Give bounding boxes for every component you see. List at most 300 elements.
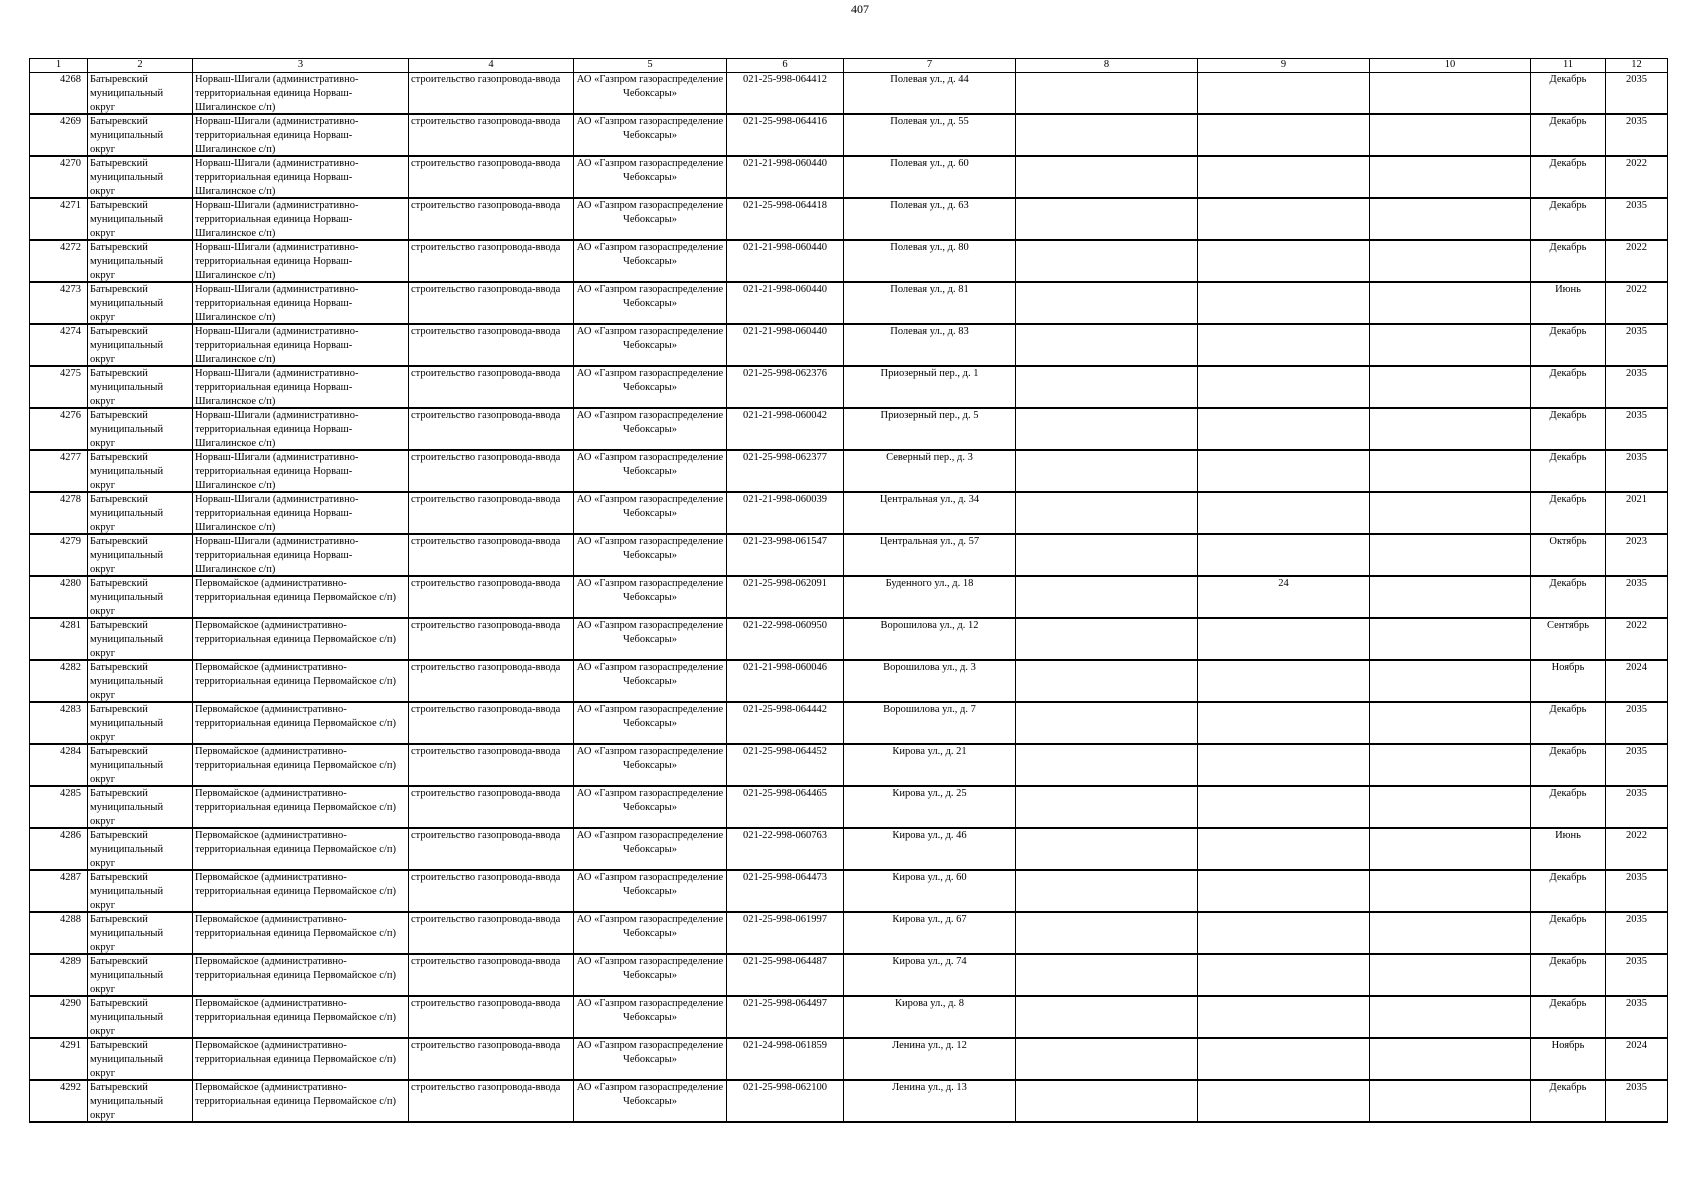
row-number-text: 4287 [60, 872, 81, 883]
year-text: 2024 [1626, 1040, 1647, 1051]
cell-settlement [193, 240, 409, 282]
cell-column-9 [1198, 114, 1370, 156]
cell-month [1531, 534, 1606, 576]
column-10-text [1372, 73, 1528, 113]
cell-address [844, 1038, 1016, 1080]
cell-row-number [30, 492, 88, 534]
cell-month [1531, 282, 1606, 324]
year-text: 2035 [1626, 326, 1647, 337]
month-text: Ноябрь [1551, 1040, 1585, 1051]
cell-column-9 [1198, 912, 1370, 954]
cell-object-code [727, 366, 844, 408]
row-number-text: 4280 [60, 578, 81, 589]
column-10-text [1372, 1039, 1528, 1079]
cell-column-8 [1016, 73, 1198, 115]
column-9-text [1200, 241, 1367, 281]
cell-district [88, 198, 193, 240]
cell-district [88, 996, 193, 1038]
table-row [30, 576, 1668, 618]
cell-work-type [409, 996, 574, 1038]
cell-year [1606, 282, 1668, 324]
cell-district [88, 1080, 193, 1122]
cell-organization [574, 73, 727, 115]
cell-settlement [193, 73, 409, 115]
cell-month [1531, 366, 1606, 408]
column-8-text [1018, 409, 1195, 449]
column-9-text [1200, 1039, 1367, 1079]
month-text: Декабрь [1549, 326, 1587, 337]
cell-year [1606, 450, 1668, 492]
cell-settlement [193, 408, 409, 450]
cell-column-9 [1198, 198, 1370, 240]
month-text: Декабрь [1549, 452, 1587, 463]
cell-column-8 [1016, 450, 1198, 492]
cell-organization [574, 282, 727, 324]
address-text: Центральная ул., д. 34 [879, 494, 980, 505]
cell-column-9 [1198, 702, 1370, 744]
cell-year [1606, 73, 1668, 115]
row-number-text: 4276 [60, 410, 81, 421]
cell-column-9 [1198, 660, 1370, 702]
cell-row-number [30, 870, 88, 912]
object-code-text: 021-25-998-064418 [743, 200, 827, 211]
table-row [30, 408, 1668, 450]
organization-text: АО «Газпром газораспределение Чебоксары» [576, 200, 724, 225]
row-number-text: 4292 [60, 1082, 81, 1093]
year-text: 2022 [1626, 620, 1647, 631]
cell-organization [574, 366, 727, 408]
cell-object-code [727, 954, 844, 996]
cell-column-9 [1198, 1080, 1370, 1122]
cell-organization [574, 156, 727, 198]
district-text: Батыревский муниципальный округ [90, 914, 164, 953]
row-number-text: 4289 [60, 956, 81, 967]
settlement-text: Первомайское (административно-территориальная единица Первомайское с/п) [195, 872, 396, 897]
cell-address [844, 282, 1016, 324]
cell-work-type [409, 870, 574, 912]
cell-column-9 [1198, 156, 1370, 198]
cell-organization [574, 744, 727, 786]
month-text: Декабрь [1549, 494, 1587, 505]
table-row [30, 450, 1668, 492]
organization-text: АО «Газпром газораспределение Чебоксары» [576, 536, 724, 561]
cell-organization [574, 660, 727, 702]
address-text: Кирова ул., д. 25 [892, 788, 967, 799]
cell-year [1606, 660, 1668, 702]
cell-month [1531, 786, 1606, 828]
cell-district [88, 870, 193, 912]
month-text: Декабрь [1549, 872, 1587, 883]
address-text: Кирова ул., д. 60 [892, 872, 967, 883]
table-row [30, 870, 1668, 912]
organization-text: АО «Газпром газораспределение Чебоксары» [576, 284, 724, 309]
cell-settlement [193, 534, 409, 576]
year-text: 2035 [1626, 914, 1647, 925]
organization-text: АО «Газпром газораспределение Чебоксары» [576, 830, 724, 855]
cell-address [844, 492, 1016, 534]
column-8-text [1018, 73, 1195, 113]
cell-column-9 [1198, 492, 1370, 534]
cell-month [1531, 156, 1606, 198]
year-text: 2035 [1626, 788, 1647, 799]
table-row [30, 198, 1668, 240]
row-number-text: 4286 [60, 830, 81, 841]
cell-column-10 [1370, 660, 1531, 702]
column-8-text [1018, 241, 1195, 281]
cell-month [1531, 576, 1606, 618]
cell-year [1606, 240, 1668, 282]
work-type-text: строительство газопровода-ввода [411, 74, 561, 85]
column-8-text [1018, 1039, 1195, 1079]
column-9-text [1200, 73, 1367, 113]
column-10-text [1372, 787, 1528, 827]
organization-text: АО «Газпром газораспределение Чебоксары» [576, 620, 724, 645]
organization-text: АО «Газпром газораспределение Чебоксары» [576, 1040, 724, 1065]
settlement-text: Норваш-Шигали (административно-территориальная единица Норваш-Шигалинское с/п) [195, 494, 359, 533]
cell-work-type [409, 702, 574, 744]
cell-object-code [727, 240, 844, 282]
address-text: Полевая ул., д. 63 [890, 200, 969, 211]
table-row [30, 618, 1668, 660]
organization-text: АО «Газпром газораспределение Чебоксары» [576, 242, 724, 267]
district-text: Батыревский муниципальный округ [90, 1040, 164, 1079]
year-text: 2035 [1626, 1082, 1647, 1093]
district-text: Батыревский муниципальный округ [90, 872, 164, 911]
cell-row-number [30, 786, 88, 828]
organization-text: АО «Газпром газораспределение Чебоксары» [576, 1082, 724, 1107]
cell-column-10 [1370, 954, 1531, 996]
organization-text: АО «Газпром газораспределение Чебоксары» [576, 704, 724, 729]
work-type-text: строительство газопровода-ввода [411, 704, 561, 715]
work-type-text: строительство газопровода-ввода [411, 620, 561, 631]
column-9-text [1200, 703, 1367, 743]
organization-text: АО «Газпром газораспределение Чебоксары» [576, 914, 724, 939]
cell-settlement [193, 366, 409, 408]
settlement-text: Норваш-Шигали (административно-территориальная единица Норваш-Шигалинское с/п) [195, 242, 359, 281]
cell-month [1531, 324, 1606, 366]
column-9-text [1200, 409, 1367, 449]
cell-object-code [727, 786, 844, 828]
cell-column-10 [1370, 198, 1531, 240]
cell-district [88, 114, 193, 156]
cell-address [844, 240, 1016, 282]
address-text: Северный пер., д. 3 [886, 452, 973, 463]
cell-work-type [409, 408, 574, 450]
work-type-text: строительство газопровода-ввода [411, 116, 561, 127]
address-text: Полевая ул., д. 55 [890, 116, 969, 127]
row-number-text: 4282 [60, 662, 81, 673]
settlement-text: Норваш-Шигали (административно-территориальная единица Норваш-Шигалинское с/п) [195, 284, 359, 323]
cell-settlement [193, 1038, 409, 1080]
month-text: Декабрь [1549, 746, 1587, 757]
cell-district [88, 1038, 193, 1080]
cell-column-9 [1198, 408, 1370, 450]
cell-row-number [30, 240, 88, 282]
address-text: Полевая ул., д. 60 [890, 158, 969, 169]
column-9-text [1200, 283, 1367, 323]
cell-column-8 [1016, 114, 1198, 156]
district-text: Батыревский муниципальный округ [90, 284, 164, 323]
column-8-text [1018, 703, 1195, 743]
cell-address [844, 156, 1016, 198]
object-code-text: 021-25-998-064416 [743, 116, 827, 127]
cell-address [844, 870, 1016, 912]
settlement-text: Первомайское (административно-территориальная единица Первомайское с/п) [195, 1040, 396, 1065]
row-number-text: 4273 [60, 284, 81, 295]
cell-column-9 [1198, 870, 1370, 912]
column-8-text [1018, 535, 1195, 575]
cell-column-10 [1370, 912, 1531, 954]
table-row [30, 954, 1668, 996]
cell-work-type [409, 282, 574, 324]
cell-column-9 [1198, 240, 1370, 282]
column-10-text [1372, 367, 1528, 407]
column-9-text [1200, 787, 1367, 827]
year-text: 2035 [1626, 578, 1647, 589]
cell-year [1606, 114, 1668, 156]
cell-district [88, 156, 193, 198]
cell-column-10 [1370, 282, 1531, 324]
cell-column-8 [1016, 198, 1198, 240]
column-10-text [1372, 619, 1528, 659]
cell-organization [574, 870, 727, 912]
cell-settlement [193, 954, 409, 996]
table-row [30, 996, 1668, 1038]
cell-column-9 [1198, 786, 1370, 828]
cell-district [88, 366, 193, 408]
year-text: 2035 [1626, 452, 1647, 463]
cell-settlement [193, 1080, 409, 1122]
cell-address [844, 954, 1016, 996]
settlement-text: Первомайское (административно-территориальная единица Первомайское с/п) [195, 1082, 396, 1107]
row-number-text: 4290 [60, 998, 81, 1009]
column-9-text [1200, 325, 1367, 365]
cell-month [1531, 492, 1606, 534]
cell-row-number [30, 156, 88, 198]
cell-settlement [193, 450, 409, 492]
cell-address [844, 702, 1016, 744]
cell-column-9 [1198, 954, 1370, 996]
table-row [30, 702, 1668, 744]
cell-address [844, 114, 1016, 156]
cell-district [88, 240, 193, 282]
cell-organization [574, 786, 727, 828]
district-text: Батыревский муниципальный округ [90, 620, 164, 659]
year-text: 2021 [1626, 494, 1647, 505]
column-header: 11 [1531, 59, 1606, 73]
cell-address [844, 618, 1016, 660]
address-text: Центральная ул., д. 57 [879, 536, 980, 547]
district-text: Батыревский муниципальный округ [90, 1082, 164, 1121]
cell-district [88, 282, 193, 324]
cell-object-code [727, 534, 844, 576]
column-10-text [1372, 997, 1528, 1037]
work-type-text: строительство газопровода-ввода [411, 200, 561, 211]
cell-district [88, 786, 193, 828]
month-text: Декабрь [1549, 956, 1587, 967]
column-10-text [1372, 409, 1528, 449]
cell-year [1606, 408, 1668, 450]
settlement-text: Норваш-Шигали (административно-территориальная единица Норваш-Шигалинское с/п) [195, 74, 359, 113]
column-8-text [1018, 199, 1195, 239]
column-header: 1 [30, 59, 88, 73]
district-text: Батыревский муниципальный округ [90, 410, 164, 449]
settlement-text: Норваш-Шигали (административно-территориальная единица Норваш-Шигалинское с/п) [195, 368, 359, 407]
organization-text: АО «Газпром газораспределение Чебоксары» [576, 452, 724, 477]
cell-district [88, 324, 193, 366]
work-type-text: строительство газопровода-ввода [411, 494, 561, 505]
cell-column-9 [1198, 828, 1370, 870]
table-row [30, 1080, 1668, 1122]
cell-year [1606, 828, 1668, 870]
cell-address [844, 324, 1016, 366]
cell-row-number [30, 114, 88, 156]
object-code-text: 021-25-998-064442 [743, 704, 827, 715]
cell-organization [574, 912, 727, 954]
cell-object-code [727, 73, 844, 115]
cell-organization [574, 828, 727, 870]
cell-year [1606, 912, 1668, 954]
address-text: Полевая ул., д. 44 [890, 74, 969, 85]
work-type-text: строительство газопровода-ввода [411, 872, 561, 883]
cell-address [844, 534, 1016, 576]
cell-column-8 [1016, 324, 1198, 366]
cell-address [844, 828, 1016, 870]
month-text: Ноябрь [1551, 662, 1585, 673]
object-code-text: 021-25-998-062091 [743, 578, 827, 589]
cell-settlement [193, 324, 409, 366]
cell-object-code [727, 1038, 844, 1080]
object-code-text: 021-25-998-062377 [743, 452, 827, 463]
cell-settlement [193, 618, 409, 660]
organization-text: АО «Газпром газораспределение Чебоксары» [576, 662, 724, 687]
column-header: 3 [193, 59, 409, 73]
cell-organization [574, 576, 727, 618]
cell-object-code [727, 324, 844, 366]
column-9-text [1200, 871, 1367, 911]
settlement-text: Первомайское (административно-территориальная единица Первомайское с/п) [195, 620, 396, 645]
organization-text: АО «Газпром газораспределение Чебоксары» [576, 872, 724, 897]
cell-column-9 [1198, 618, 1370, 660]
cell-district [88, 450, 193, 492]
work-type-text: строительство газопровода-ввода [411, 368, 561, 379]
cell-work-type [409, 1038, 574, 1080]
column-9-text [1200, 493, 1367, 533]
settlement-text: Первомайское (административно-территориальная единица Первомайское с/п) [195, 830, 396, 855]
district-text: Батыревский муниципальный округ [90, 368, 164, 407]
cell-column-9 [1198, 744, 1370, 786]
cell-work-type [409, 1080, 574, 1122]
cell-column-9 [1198, 282, 1370, 324]
table-row [30, 282, 1668, 324]
work-type-text: строительство газопровода-ввода [411, 242, 561, 253]
cell-district [88, 660, 193, 702]
row-number-text: 4270 [60, 158, 81, 169]
column-9-text [1200, 367, 1367, 407]
cell-column-10 [1370, 1080, 1531, 1122]
table-row [30, 324, 1668, 366]
column-header: 10 [1370, 59, 1531, 73]
cell-column-10 [1370, 492, 1531, 534]
cell-row-number [30, 660, 88, 702]
year-text: 2035 [1626, 872, 1647, 883]
cell-month [1531, 828, 1606, 870]
table-row [30, 786, 1668, 828]
cell-work-type [409, 534, 574, 576]
cell-column-9 [1198, 576, 1370, 618]
table-row [30, 73, 1668, 115]
table-row [30, 1038, 1668, 1080]
settlement-text: Первомайское (административно-территориальная единица Первомайское с/п) [195, 998, 396, 1023]
cell-month [1531, 114, 1606, 156]
cell-settlement [193, 282, 409, 324]
cell-work-type [409, 240, 574, 282]
object-code-text: 021-25-998-064465 [743, 788, 827, 799]
cell-month [1531, 1080, 1606, 1122]
address-text: Приозерный пер., д. 5 [880, 410, 979, 421]
month-text: Декабрь [1549, 788, 1587, 799]
address-text: Кирова ул., д. 21 [892, 746, 967, 757]
cell-district [88, 912, 193, 954]
cell-object-code [727, 870, 844, 912]
cell-work-type [409, 828, 574, 870]
work-type-text: строительство газопровода-ввода [411, 1082, 561, 1093]
year-text: 2024 [1626, 662, 1647, 673]
column-10-text [1372, 1081, 1528, 1121]
cell-organization [574, 492, 727, 534]
cell-work-type [409, 366, 574, 408]
column-8-text [1018, 283, 1195, 323]
year-text: 2035 [1626, 116, 1647, 127]
cell-column-8 [1016, 660, 1198, 702]
district-text: Батыревский муниципальный округ [90, 326, 164, 365]
cell-column-10 [1370, 450, 1531, 492]
settlement-text: Норваш-Шигали (административно-территориальная единица Норваш-Шигалинское с/п) [195, 326, 359, 365]
cell-row-number [30, 324, 88, 366]
cell-column-10 [1370, 576, 1531, 618]
month-text: Сентябрь [1546, 620, 1590, 631]
object-code-text: 021-23-998-061547 [743, 536, 827, 547]
row-number-text: 4284 [60, 746, 81, 757]
cell-column-9 [1198, 996, 1370, 1038]
cell-column-10 [1370, 366, 1531, 408]
cell-object-code [727, 1080, 844, 1122]
header-row [30, 59, 1668, 73]
cell-work-type [409, 618, 574, 660]
organization-text: АО «Газпром газораспределение Чебоксары» [576, 326, 724, 351]
month-text: Декабрь [1549, 578, 1587, 589]
cell-district [88, 954, 193, 996]
row-number-text: 4277 [60, 452, 81, 463]
month-text: Декабрь [1549, 1082, 1587, 1093]
cell-column-10 [1370, 114, 1531, 156]
cell-settlement [193, 156, 409, 198]
cell-column-8 [1016, 408, 1198, 450]
district-text: Батыревский муниципальный округ [90, 830, 164, 869]
cell-address [844, 198, 1016, 240]
work-type-text: строительство газопровода-ввода [411, 956, 561, 967]
table-row [30, 534, 1668, 576]
object-code-text: 021-22-998-060950 [743, 620, 827, 631]
settlement-text: Первомайское (административно-территориальная единица Первомайское с/п) [195, 914, 396, 939]
organization-text: АО «Газпром газораспределение Чебоксары» [576, 410, 724, 435]
work-type-text: строительство газопровода-ввода [411, 410, 561, 421]
cell-settlement [193, 786, 409, 828]
column-10-text [1372, 745, 1528, 785]
cell-settlement [193, 870, 409, 912]
column-8-text [1018, 871, 1195, 911]
cell-year [1606, 198, 1668, 240]
